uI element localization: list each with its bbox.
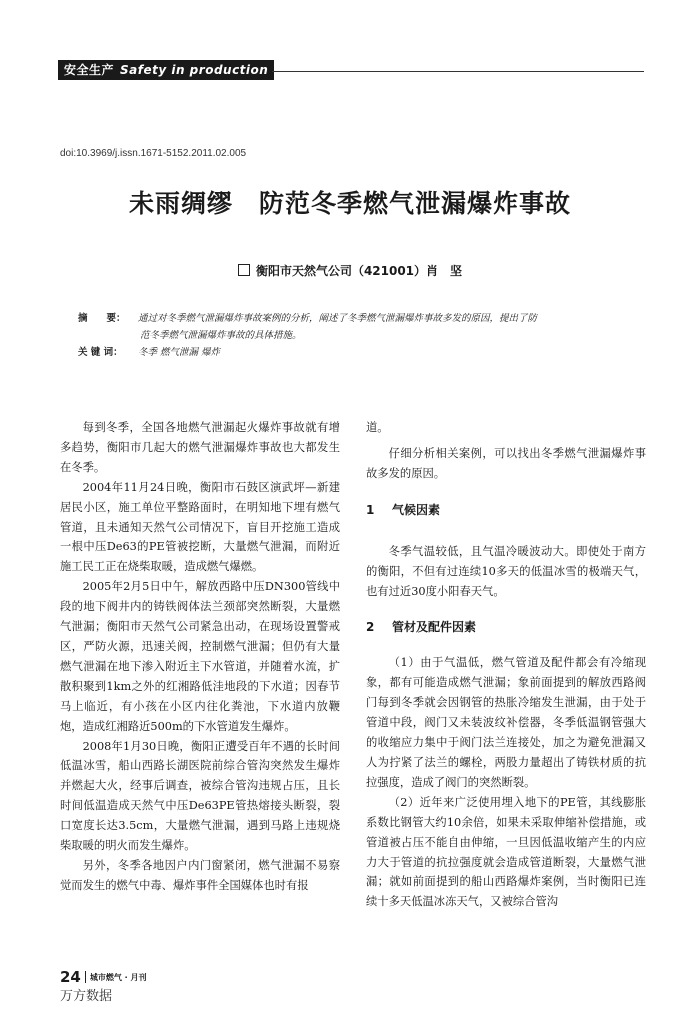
page-number: 24 — [60, 968, 81, 986]
journal-name: 城市燃气 · 月刊 — [89, 972, 147, 982]
author-line — [0, 262, 700, 279]
keywords-row — [78, 344, 638, 361]
header-rule — [272, 71, 644, 72]
section-heading-2 — [366, 607, 646, 647]
paragraph: 道。 — [366, 421, 389, 434]
paragraph: 2005年2月5日中午，解放西路中压DN300管线中段的地下阀井内的铸铁阀体法兰颈部突然断裂，大量燃气泄漏；衡阳市天然气公司紧急出动，在现场设置警戒区，严防火源，迅速关阀，控制燃气泄漏；但仍有大量燃气泄漏在地下渗入附近主下水管道，并随着水流，扩散积聚到1km之外的红湘路低洼地段的下水道；因春节马上临近，有小孩在小区内往化粪池，下水道内放鞭炮，造成红湘路近500m的下水管道发生爆炸。 — [60, 580, 340, 733]
heading-number: 1 — [366, 502, 375, 517]
abstract-text-line1: 通过对冬季燃气泄漏爆炸事故案例的分析，阐述了冬季燃气泄漏爆炸事故多发的原因，提出了防 — [138, 313, 538, 324]
heading-text: 管材及配件因素 — [392, 620, 477, 635]
abstract-row — [78, 310, 638, 327]
paragraph: 冬季气温较低，且气温冷暖波动大。即使处于南方的衡阳，不但有过连续10多天的低温冰雪的极端天气，也有过近30度小阳春天气。 — [366, 544, 646, 598]
section-header — [58, 60, 274, 80]
author-text: 衡阳市天然气公司（421001）肖 坚 — [255, 264, 463, 278]
section-heading-1 — [366, 490, 646, 530]
heading-text: 气候因素 — [392, 502, 441, 517]
section-label-cn: 安全生产 — [64, 63, 115, 77]
page-footer — [60, 968, 146, 986]
heading-number: 2 — [366, 620, 375, 635]
abstract-block — [78, 310, 638, 361]
square-icon — [238, 264, 250, 276]
paragraph: 2008年1月30日晚，衡阳正遭受百年不遇的长时间低温冰雪，船山西路长湖医院前综合管沟突然发生爆炸并燃起大火，经事后调查，被综合管沟违规占压，且长时间低温造成天然气中压De63PE管热熔接头断裂，裂口宽度长达3.5cm，大量燃气泄漏，遇到马路上违规烧柴取暖的明火而发生爆炸。 — [60, 739, 340, 853]
doi: doi:10.3969/j.issn.1671-5152.2011.02.005 — [60, 148, 247, 159]
paragraph: 2004年11月24日晚，衡阳市石鼓区演武坪—新建居民小区，施工单位平整路面时，在明知地下埋有燃气管道，且未通知天然气公司情况下，盲目开挖施工造成一根中压De63的PE管被挖断，大量燃气泄漏，而附近施工民工正在烧柴取暖，造成燃气爆燃。 — [60, 480, 340, 574]
abstract-label: 摘 要： — [78, 313, 126, 324]
paragraph: 仔细分析相关案例，可以找出冬季燃气泄漏爆炸事故多发的原因。 — [366, 446, 646, 480]
watermark: 万方数据 — [60, 989, 113, 1004]
keywords-label: 关 键 词： — [78, 347, 123, 358]
right-column — [366, 418, 646, 912]
keywords-text: 冬季 燃气泄漏 爆炸 — [138, 347, 221, 358]
paragraph: 另外，冬季各地因户内门窗紧闭，燃气泄漏不易察觉而发生的燃气中毒、爆炸事件全国媒体也时有报 — [60, 858, 340, 892]
section-badge — [58, 60, 274, 80]
abstract-text-line2: 范冬季燃气泄漏爆炸事故的具体措施。 — [140, 330, 302, 341]
footer-divider — [85, 971, 86, 983]
paragraph: （1）由于气温低，燃气管道及配件都会有冷缩现象，都有可能造成燃气泄漏；象前面提到的解放西路阀门每到冬季就会因钢管的热胀冷缩发生泄漏，由于处于管道中段，阀门又未装波纹补偿器，冬季低温钢管强大的收缩应力集中于阀门法兰连接处，加之为避免泄漏又人为拧紧了法兰的螺栓，两股力量超出了铸铁材质的抗拉强度，造成了阀门的突然断裂。 — [366, 656, 646, 789]
paragraph: （2）近年来广泛使用埋入地下的PE管，其线膨胀系数比钢管大约10余倍，如果未采取伸缩补偿措施，或管道被占压不能自由伸缩，一旦因低温收缩产生的内应力大于管道的抗拉强度就会造成管道断裂，大量燃气泄漏；就如前面提到的船山西路爆炸案例，当时衡阳已连续十多天低温冰冻天气，又被综合管沟 — [366, 795, 646, 909]
section-label-en: Safety in production — [120, 63, 269, 77]
left-column — [60, 418, 340, 896]
article-title: 未雨绸缪 防范冬季燃气泄漏爆炸事故 — [128, 189, 571, 218]
paragraph: 每到冬季，全国各地燃气泄漏起火爆炸事故就有增多趋势，衡阳市几起大的燃气泄漏爆炸事故也大都发生在冬季。 — [60, 421, 340, 474]
